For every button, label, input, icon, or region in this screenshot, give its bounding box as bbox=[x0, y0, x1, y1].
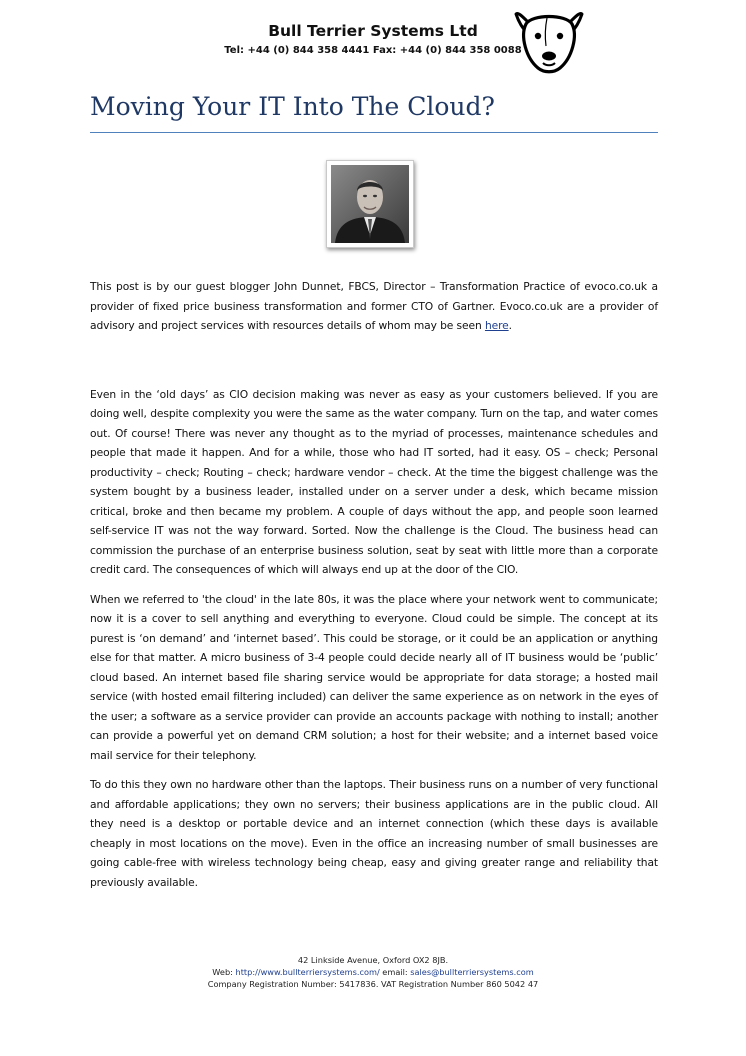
article-body bbox=[90, 277, 658, 902]
intro-paragraph bbox=[90, 277, 658, 336]
body-paragraph-3: To do this they own no hardware other than the laptops. Their business runs on a number of very functional and affordable applications; they own no servers; their business applications are in the public cloud. All they need is a desktop or portable device and an internet connection (which these days is available cheaply in most locations on the move). Even in the office an increasing number of small businesses are going cable-free with wireless technology being cheap, easy and giving greater range and reliability that previously available. bbox=[90, 778, 658, 889]
website-link[interactable]: http://www.bullterriersystems.com/ bbox=[235, 967, 380, 977]
page-footer bbox=[0, 954, 746, 990]
email-link[interactable]: sales@bullterriersystems.com bbox=[410, 967, 534, 977]
body-paragraph-1: Even in the ‘old days’ as CIO decision making was never as easy as your customers believed. If you are doing well, despite complexity you were the same as the water company. Turn on the tap, and water comes out. Of course! There was never any thought as to the myriad of processes, maintenance schedules and people that made it happen. And for a while, those who had IT sorted, had it easy. OS – check; Personal productivity – check; Routing – check; hardware vendor – check. At the time the biggest challenge was the system bought by a business leader, installed under on a server under a desk, which became mission critical, broke and then became my problem. A couple of days without the app, and people soon learned self-service IT was not the way forward. Sorted. Now the challenge is the Cloud. The business head can commission the purchase of an enterprise business solution, seat by seat with little more than a corporate credit card. The consequences of which will always end up at the door of the CIO. bbox=[90, 387, 658, 576]
web-label: Web: bbox=[212, 967, 236, 977]
guest-blogger-portrait bbox=[331, 165, 409, 243]
bull-terrier-head-icon bbox=[514, 6, 584, 76]
article-title: Moving Your IT Into The Cloud? bbox=[90, 92, 495, 121]
intro-end: . bbox=[508, 319, 512, 332]
guest-blogger-photo-frame bbox=[326, 160, 414, 248]
company-name: Bull Terrier Systems Ltd bbox=[268, 22, 478, 40]
title-divider bbox=[90, 132, 658, 133]
footer-address: 42 Linkside Avenue, Oxford OX2 8JB. bbox=[297, 955, 449, 965]
here-link[interactable]: here bbox=[484, 319, 509, 332]
contact-numbers: Tel: +44 (0) 844 358 4441 Fax: +44 (0) 844 358 0088 bbox=[224, 45, 522, 56]
email-label: email: bbox=[379, 967, 411, 977]
footer-registration: Company Registration Number: 5417836. VAT Registration Number 860 5042 47 bbox=[207, 979, 539, 989]
footer-contact bbox=[0, 966, 746, 978]
intro-text: This post is by our guest blogger John Dunnet, FBCS, Director – Transformation Practice of evoco.co.uk a provider of fixed price business transformation and former CTO of Gartner. Evoco.co.uk are a provider of advisory and project services with resources details of whom may be seen bbox=[90, 280, 658, 332]
body-paragraph-2: When we referred to 'the cloud' in the late 80s, it was the place where your network went to communicate; now it is a cover to sell anything and everything to everyone. Cloud could be simple. The concept at its purest is ‘on demand’ and ‘internet based’. This could be storage, or it could be an application or anything else for that matter. A micro business of 3-4 people could decide nearly all of IT business would be ‘public’ cloud based. An internet based file sharing service would be appropriate for data storage; a hosted mail service (with hosted email filtering included) can deliver the same experience as on network in the eyes of the user; a software as a service provider can provide an accounts package with nothing to install; another can provide a powerful yet on demand CRM solution; a host for their website; and a internet based voice mail service for their telephony. bbox=[90, 592, 658, 762]
